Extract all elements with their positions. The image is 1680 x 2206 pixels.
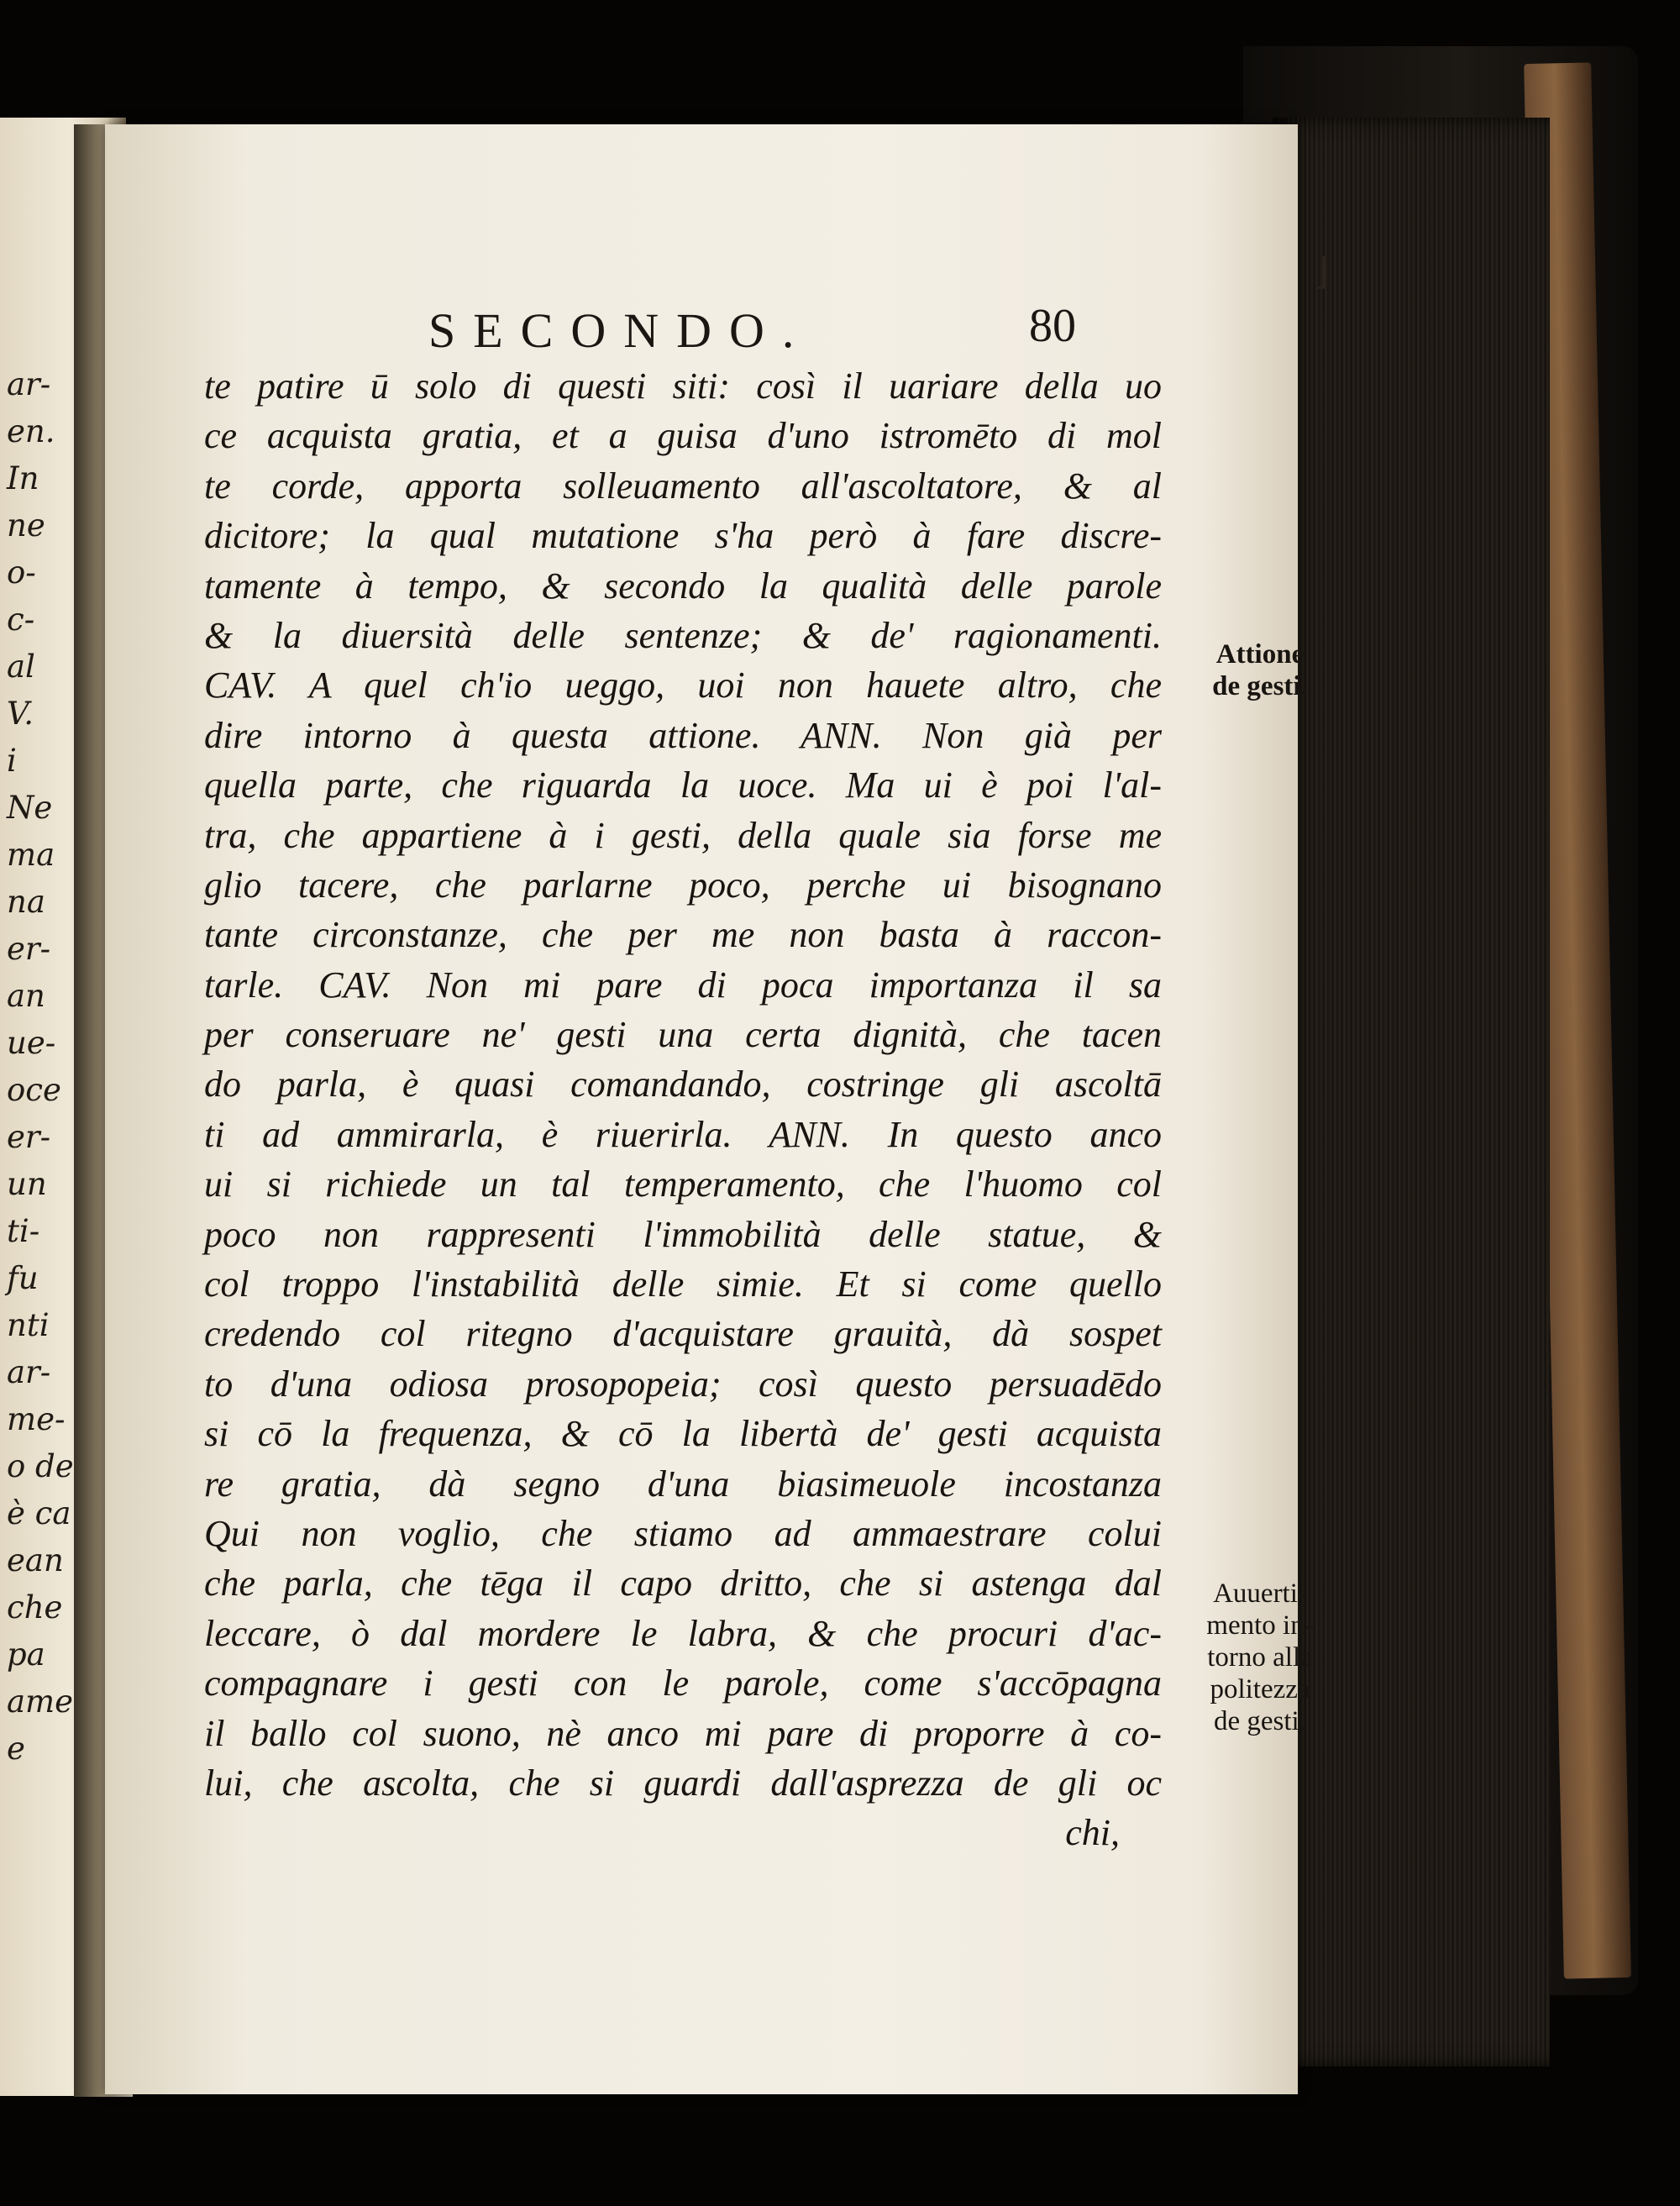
left-page-fragment: o de xyxy=(7,1448,74,1484)
left-page-fragment: er- xyxy=(7,931,51,967)
left-page-fragment: nti xyxy=(7,1307,50,1343)
margin-note-line: mento in- xyxy=(1206,1610,1314,1641)
text-line: te corde, apporta solleuamento all'ascoltatore, & al xyxy=(204,465,1162,507)
margin-note-line: Attione xyxy=(1215,639,1305,670)
page-mark: ⌋ xyxy=(1315,251,1330,292)
left-page-fragment: i xyxy=(7,743,17,779)
text-line: poco non rappresenti l'immobilità delle statue, & xyxy=(204,1213,1162,1255)
left-page-fragment: an xyxy=(7,978,45,1014)
text-line: col troppo l'instabilità delle simie. Et si come quello xyxy=(204,1263,1162,1305)
text-line: to d'una odiosa prosopopeia; così questo persuadēdo xyxy=(204,1363,1162,1405)
text-line: dicitore; la qual mutatione s'ha però à fare discre- xyxy=(204,515,1162,557)
text-line: si cō la frequenza, & cō la libertà de' gesti acquista xyxy=(204,1413,1162,1455)
text-line: tarle. CAV. Non mi pare di poca importanza il sa xyxy=(204,964,1162,1006)
left-page-fragment: è ca xyxy=(7,1495,71,1531)
left-page-fragment: na xyxy=(7,884,45,920)
body-text xyxy=(204,361,1162,1858)
left-page-fragment: c- xyxy=(7,601,35,638)
margin-note-line: Auuerti- xyxy=(1213,1578,1307,1609)
left-page-fragment: ean xyxy=(7,1542,64,1578)
text-line: tamente à tempo, & secondo la qualità delle parole xyxy=(204,565,1162,607)
left-page-fragment: un xyxy=(7,1166,47,1202)
text-line: quella parte, che riguarda la uoce. Ma ui è poi l'al- xyxy=(204,764,1162,806)
text-line: glio tacere, che parlarne poco, perche ui bisognano xyxy=(204,864,1162,906)
left-page-fragment: ti- xyxy=(7,1213,40,1249)
text-line: re gratia, dà segno d'una biasimeuole incostanza xyxy=(204,1463,1162,1505)
text-line: & la diuersità delle sentenze; & de' ragionamenti. xyxy=(204,614,1162,656)
text-line: compagnare i gesti con le parole, come s'accōpagna xyxy=(204,1662,1162,1704)
text-line: leccare, ò dal mordere le labra, & che procuri d'ac- xyxy=(204,1612,1162,1654)
margin-note-line: de gesti. xyxy=(1214,1706,1306,1736)
text-line: Qui non voglio, che stiamo ad ammaestrare colui xyxy=(204,1512,1162,1554)
margin-note-line: de gesti. xyxy=(1212,671,1308,701)
book-page xyxy=(105,124,1330,2094)
text-line: CAV. A quel ch'io ueggo, uoi non hauete altro, che xyxy=(204,664,1162,706)
left-page-fragment: pa xyxy=(7,1636,45,1673)
left-page-fragment: In xyxy=(7,460,39,496)
text-line: ui si richiede un tal temperamento, che l'huomo col xyxy=(204,1163,1162,1205)
left-page-fragment: ne xyxy=(7,507,45,544)
text-line: lui, che ascolta, che si guardi dall'asprezza de gli oc xyxy=(204,1762,1162,1804)
left-page-fragment: o- xyxy=(7,554,36,591)
text-line: tante circonstanze, che per me non basta à raccon- xyxy=(204,914,1162,956)
left-page-fragment: me- xyxy=(7,1401,66,1437)
left-page-fragment: Ne xyxy=(7,790,53,826)
margin-note-line: torno alla xyxy=(1207,1642,1313,1673)
fore-edge-pages xyxy=(1273,118,1550,2067)
left-page-fragment: V. xyxy=(7,696,34,732)
text-line: chi, xyxy=(1065,1812,1120,1854)
margin-note-attione xyxy=(1172,638,1348,702)
text-line: do parla, è quasi comandando, costringe gli ascoltā xyxy=(204,1064,1162,1106)
running-head: SECONDO. xyxy=(428,303,812,358)
text-line: te patire ū solo di questi siti: così il uariare della uo xyxy=(204,365,1162,407)
text-line: ce acquista gratia, et a guisa d'uno istromēto di mol xyxy=(204,415,1162,457)
left-page-fragment: ma xyxy=(7,837,55,873)
left-page-fragment: fu xyxy=(7,1260,39,1296)
margin-note-auuertimento xyxy=(1172,1578,1348,1737)
page-number: 80 xyxy=(1029,300,1076,352)
text-line: che parla, che tēga il capo dritto, che si astenga dal xyxy=(204,1563,1162,1605)
margin-note-line: politezza xyxy=(1210,1674,1310,1704)
text-line: dire intorno à questa attione. ANN. Non già per xyxy=(204,714,1162,756)
left-page-fragment: oce xyxy=(7,1072,61,1108)
left-page-fragment: e xyxy=(7,1731,25,1767)
text-line: credendo col ritegno d'acquistare grauità, dà sospet xyxy=(204,1313,1162,1355)
text-line: per conseruare ne' gesti una certa dignità, che tacen xyxy=(204,1014,1162,1056)
text-line: tra, che appartiene à i gesti, della quale sia forse me xyxy=(204,814,1162,856)
left-page-fragment: er- xyxy=(7,1119,51,1155)
left-page-fragment: ue- xyxy=(7,1025,56,1061)
left-page-fragment: ame xyxy=(7,1683,74,1720)
left-page-fragment: en. xyxy=(7,413,55,449)
text-line: il ballo col suono, nè anco mi pare di proporre à co- xyxy=(204,1712,1162,1754)
text-line: ti ad ammirarla, è riuerirla. ANN. In questo anco xyxy=(204,1113,1162,1155)
left-page-fragment: che xyxy=(7,1589,63,1626)
left-page-fragment: al xyxy=(7,649,35,685)
left-page-fragment: ar- xyxy=(7,1354,51,1390)
left-page-fragment: ar- xyxy=(7,366,51,402)
